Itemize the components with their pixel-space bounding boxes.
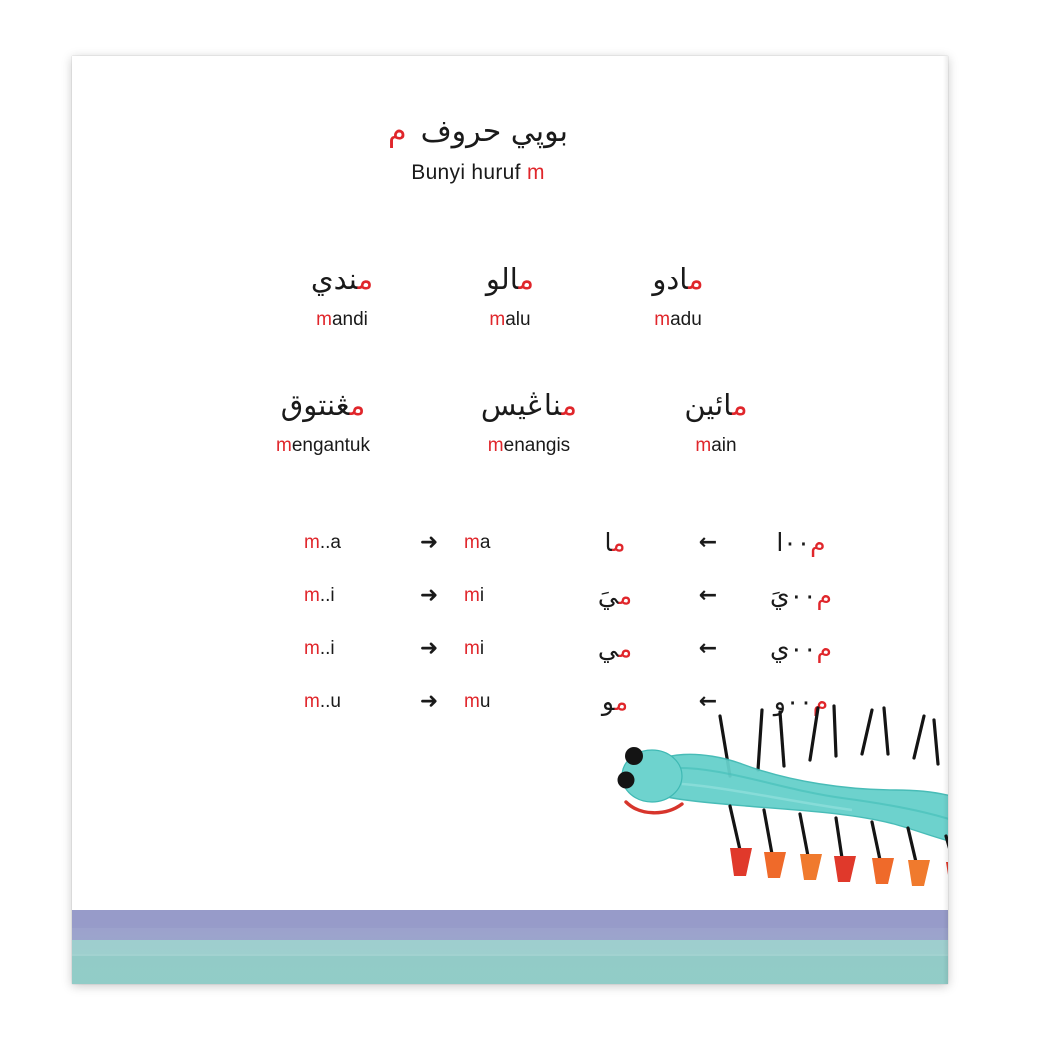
syllable-arabic-result-red: م	[612, 528, 626, 557]
word-latin-red: m	[275, 435, 292, 457]
word-latin-red: m	[487, 435, 504, 457]
syllable-latin-source-red: m	[304, 584, 320, 606]
word-latin-rest: andi	[331, 309, 368, 331]
syllable-arabic-source-rest: ٠٠ي	[770, 634, 817, 663]
syllable-latin-source-rest: ..i	[319, 637, 335, 659]
syllable-latin-source-rest: ..i	[319, 584, 335, 606]
arrow-right-icon: ➜	[419, 583, 439, 608]
word-latin-red: m	[695, 435, 712, 457]
syllable-latin-source	[304, 532, 394, 554]
syllable-arabic-source-rest: ٠٠ا	[776, 528, 811, 557]
word-latin	[640, 435, 792, 457]
arrow-right-icon: ➜	[419, 636, 439, 661]
word-latin	[434, 435, 624, 457]
word-latin	[228, 435, 418, 457]
caterpillar-mouth	[626, 802, 682, 813]
word-latin	[434, 309, 586, 331]
syllable-latin-source-rest: ..u	[319, 690, 341, 712]
syllable-arabic-source	[746, 528, 856, 557]
title-arabic-letter: م	[388, 114, 407, 149]
word-latin-red: m	[489, 309, 506, 331]
syllable-latin-result-rest: i	[479, 584, 485, 606]
worksheet-page	[72, 56, 948, 984]
syllable-latin-result	[464, 638, 560, 660]
caterpillar-eye	[625, 747, 643, 765]
syllable-row	[304, 569, 864, 622]
word-arabic-red: م	[688, 262, 704, 296]
title-arabic-text: بوڽي حروف	[420, 114, 568, 149]
syllable-latin-source	[304, 691, 394, 713]
syllable-latin-source-red: m	[304, 690, 320, 712]
syllable-arabic-result-rest: ي	[597, 634, 619, 663]
word-arabic-red: م	[357, 262, 374, 296]
word-item	[640, 386, 792, 457]
word-arabic	[434, 260, 586, 299]
syllable-latin-result-red: m	[464, 637, 480, 659]
syllable-arabic-result	[560, 581, 670, 610]
arrow-right-icon: ➜	[419, 689, 439, 714]
caterpillar-eye	[618, 772, 635, 789]
word-item	[266, 260, 418, 331]
syllable-latin-source	[304, 585, 394, 607]
syllable-arabic-result-red: م	[618, 581, 633, 610]
word-latin-rest: enangis	[503, 435, 571, 457]
syllable-latin-result	[464, 585, 560, 607]
caterpillar-illustration	[612, 698, 948, 928]
word-arabic	[228, 386, 418, 425]
page-title	[72, 112, 948, 185]
syllable-arabic-source-rest: ٠٠يَ	[770, 581, 817, 610]
syllable-arabic-result-rest: و	[601, 687, 615, 716]
syllable-arabic-source-red: م	[812, 687, 829, 716]
word-item	[602, 260, 754, 331]
syllable-latin-source	[304, 638, 394, 660]
syllable-latin-source-rest: ..a	[319, 531, 341, 553]
syllable-latin-source-red: m	[304, 637, 320, 659]
word-item	[434, 386, 624, 457]
syllable-latin-result-red: m	[464, 584, 480, 606]
arrow-left-icon: ←	[698, 636, 718, 661]
syllable-arabic-source	[746, 634, 856, 663]
word-arabic	[602, 260, 754, 299]
syllable-arabic-source-red: م	[810, 528, 826, 557]
word-arabic	[266, 260, 418, 299]
arrow-left-icon: ←	[698, 583, 718, 608]
word-arabic-red: م	[518, 262, 535, 296]
syllable-latin-result	[464, 691, 560, 713]
syllable-arabic-result-red: م	[618, 634, 633, 663]
syllable-arabic-result-rest: ا	[604, 528, 613, 557]
syllable-latin-result-red: m	[464, 531, 480, 553]
title-latin-letter: m	[526, 161, 545, 184]
syllable-arabic-source-red: م	[816, 634, 832, 663]
word-arabic-red: م	[349, 388, 366, 422]
syllable-latin-result-rest: u	[479, 690, 491, 712]
syllable-row	[304, 622, 864, 675]
word-latin-rest: ain	[711, 435, 737, 457]
arrow-left-icon: ←	[698, 689, 718, 714]
syllable-latin-result-red: m	[464, 690, 480, 712]
word-arabic-red: م	[561, 388, 578, 422]
syllable-latin-result	[464, 532, 560, 554]
syllable-table	[304, 516, 864, 728]
syllable-latin-source-red: m	[304, 531, 320, 553]
syllable-arabic-source	[746, 581, 856, 610]
word-latin-rest: alu	[505, 309, 531, 331]
syllable-row	[304, 516, 864, 569]
word-item	[434, 260, 586, 331]
word-latin	[266, 309, 418, 331]
syllable-latin-result-rest: i	[479, 637, 485, 659]
syllable-arabic-result-rest: يَ	[597, 581, 619, 610]
syllable-arabic-result	[560, 528, 670, 557]
word-arabic-rest: ڠنتوق	[280, 388, 350, 422]
word-latin	[602, 309, 754, 331]
word-arabic-red: م	[732, 388, 748, 422]
syllable-arabic-source-red: م	[816, 581, 832, 610]
syllable-latin-result-rest: a	[479, 531, 491, 553]
word-arabic-rest: ندي	[310, 262, 358, 296]
arrow-right-icon: ➜	[419, 530, 439, 555]
word-item	[228, 386, 418, 457]
title-latin-prefix: Bunyi huruf	[411, 161, 527, 184]
word-arabic	[640, 386, 792, 425]
syllable-arabic-result	[560, 634, 670, 663]
word-latin-red: m	[316, 309, 332, 331]
word-arabic-rest: ائين	[684, 388, 733, 422]
word-latin-rest: adu	[670, 309, 702, 331]
word-arabic-rest: الو	[485, 262, 519, 296]
word-row-2	[72, 386, 948, 457]
arrow-left-icon: ←	[698, 530, 718, 555]
syllable-arabic-result-red: م	[614, 687, 629, 716]
title-arabic	[72, 112, 884, 151]
word-row-1	[72, 260, 948, 331]
word-arabic-rest: ادو	[652, 262, 689, 296]
word-latin-rest: engantuk	[291, 435, 370, 457]
word-latin-red: m	[654, 309, 671, 331]
word-arabic	[434, 386, 624, 425]
syllable-arabic-source-rest: ٠٠و	[773, 687, 813, 716]
word-arabic-rest: ناڠيس	[480, 388, 562, 422]
title-latin	[72, 161, 884, 185]
